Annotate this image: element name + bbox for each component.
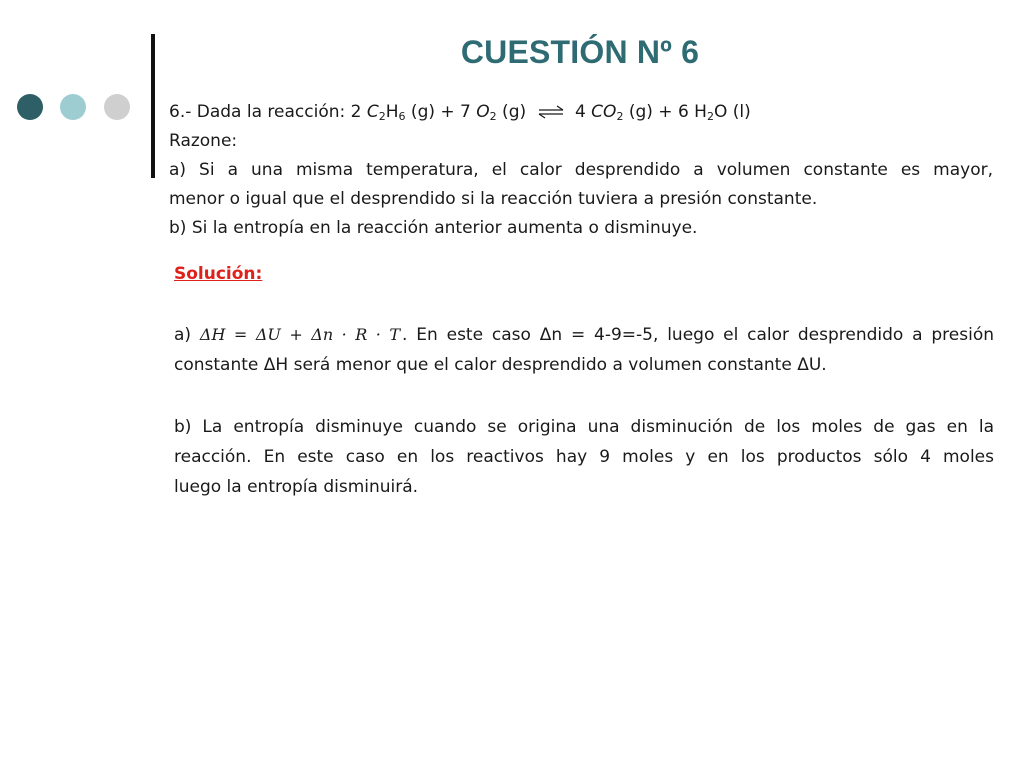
decorative-dot-light [60, 94, 86, 120]
reactant1-c: C [366, 102, 379, 122]
razone-label: Razone: [169, 131, 238, 151]
reactant1-sub2: 6 [398, 110, 406, 123]
reactant2-sub: 2 [489, 110, 497, 123]
reaction-line [169, 98, 993, 127]
question-a-line2: menor o igual que el desprendido si la reacción tuviera a presión constante. [169, 189, 818, 209]
reaction-prefix: 6.- Dada la reacción: 2 [169, 102, 367, 122]
solution-b-line3: luego la entropía disminuirá. [174, 477, 419, 497]
question-block [169, 98, 993, 243]
product1-prefix: 4 [574, 102, 592, 122]
reactant1-suffix: (g) + 7 [405, 102, 477, 122]
reactant1-sub1: 2 [378, 110, 386, 123]
product2-suffix: O (l) [713, 102, 751, 122]
reactant1-h: H [385, 102, 399, 122]
solution-a-prefix: a) [174, 325, 192, 345]
solution-a-line1-rest: . En este caso Δn = 4-9=-5, luego el calor desprendido a presión [402, 325, 995, 345]
solution-b-line1: b) La entropía disminuye cuando se origina una disminución de los moles de gas en la [174, 417, 994, 437]
question-a-line1: a) Si a una misma temperatura, el calor desprendido a volumen constante es mayor, [169, 160, 993, 180]
solution-a-line1 [174, 320, 994, 350]
solution-b-block [174, 412, 994, 502]
solution-a-block [174, 320, 994, 380]
equilibrium-arrow-icon [538, 105, 564, 119]
decorative-dot-dark [17, 94, 43, 120]
slide-title: CUESTIÓN Nº 6 [460, 34, 700, 70]
question-b-line: b) Si la entropía en la reacción anterior aumenta o disminuye. [169, 218, 698, 238]
reactant2-suffix: (g) [496, 102, 527, 122]
product2-sub: 2 [706, 110, 714, 123]
reactant2-o: O [476, 102, 490, 122]
solution-b-line2: reacción. En este caso en los reactivos hay 9 moles y en los productos sólo 4 moles [174, 447, 994, 467]
solution-heading: Solución: [174, 264, 263, 284]
product1-suffix: (g) + 6 H [623, 102, 707, 122]
decorative-dot-gray [104, 94, 130, 120]
vertical-divider [151, 34, 155, 178]
solution-a-line2: constante ΔH será menor que el calor desprendido a volumen constante ΔU. [174, 355, 827, 375]
enthalpy-formula: ΔH = ΔU + Δn · R · T [199, 325, 401, 344]
product1-co: CO [591, 102, 617, 122]
product1-sub: 2 [616, 110, 624, 123]
